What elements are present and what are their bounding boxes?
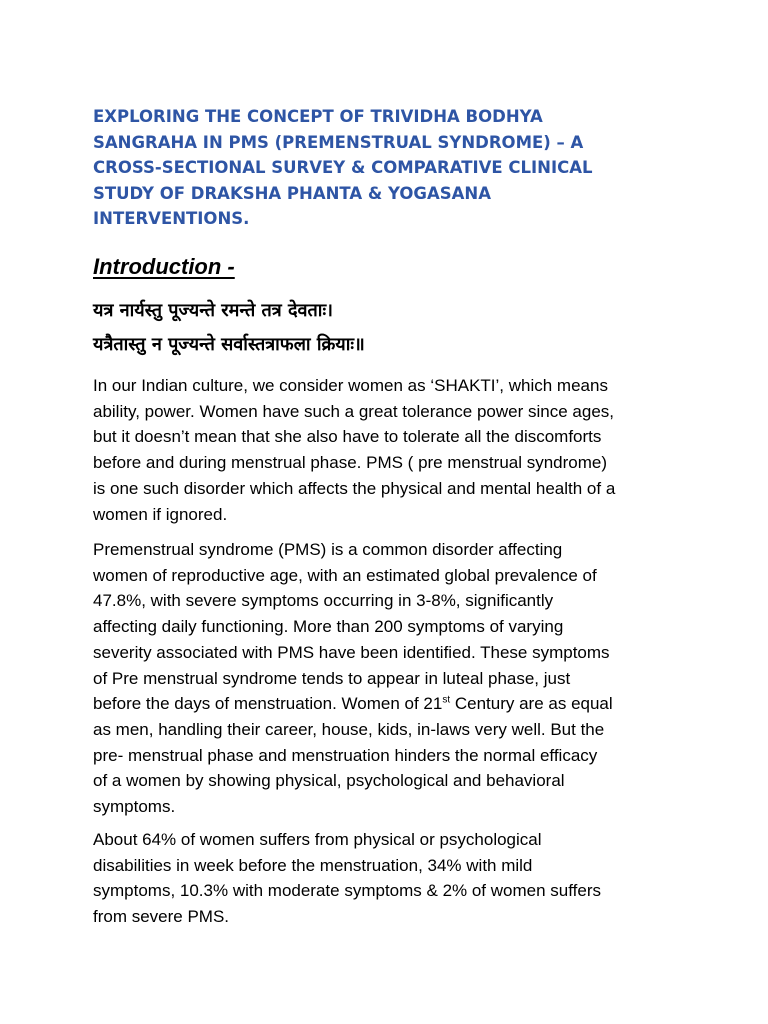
paragraph-prevalence [93,827,693,930]
paragraph-line: as men, handling their career, house, kids, in-laws very well. But the [93,719,605,739]
paragraph-line: of a women by showing physical, psychological and behavioral [93,771,565,791]
title-line: STUDY OF DRAKSHA PHANTA & YOGASANA [93,183,491,203]
line-text: before the days of menstruation. Women of 21 [93,694,443,714]
paragraph-line: disabilities in week before the menstruation, 34% with mild [93,855,533,875]
paragraph-line: ability, power. Women have such a great tolerance power since ages, [93,401,614,421]
introduction-heading: Introduction - [93,254,235,279]
paragraph-line: pre- menstrual phase and menstruation hinders the normal efficacy [93,745,598,765]
paragraph-indian-culture [93,373,693,527]
paragraph-line: women if ignored. [93,504,228,524]
ordinal-superscript: st [442,694,451,706]
paragraph-line: from severe PMS. [93,907,230,927]
paragraph-line [93,691,693,717]
title-line: EXPLORING THE CONCEPT OF TRIVIDHA BODHYA [93,107,543,126]
paragraph-line: affecting daily functioning. More than 200 symptoms of varying [93,617,564,637]
paragraph-line: symptoms. [93,797,176,817]
paragraph-line: of Pre menstrual syndrome tends to appear in luteal phase, just [93,668,571,688]
paragraph-line: symptoms, 10.3% with moderate symptoms & 2% of women suffers [93,881,601,901]
paragraph-line: but it doesn’t mean that she also have to tolerate all the discomforts [93,427,602,447]
paragraph-line: About 64% of women suffers from physical or psychological [93,830,542,849]
document-title [93,104,693,232]
paragraph-line: women of reproductive age, with an estimated global prevalence of [93,565,597,585]
shloka-line: यत्रैतास्तु न पूज्यन्ते सर्वास्तत्राफला क्रियाः॥ [93,334,365,355]
paragraph-line: Premenstrual syndrome (PMS) is a common disorder affecting [93,540,563,559]
paragraph-line: is one such disorder which affects the physical and mental health of a [93,478,616,498]
paragraph-line: 47.8%, with severe symptoms occurring in 3-8%, significantly [93,591,554,611]
paragraph-line: severity associated with PMS have been identified. These symptoms [93,642,610,662]
shloka-line: यत्र नार्यस्तु पूज्यन्ते रमन्ते तत्र देवताः। [93,300,333,321]
title-line: SANGRAHA IN PMS (PREMENSTRUAL SYNDROME) – A [93,132,584,152]
sanskrit-shloka [93,294,365,362]
title-line: INTERVENTIONS. [93,209,250,228]
paragraph-line: before and during menstrual phase. PMS ( pre menstrual syndrome) [93,453,608,473]
paragraph-line: In our Indian culture, we consider women as ‘SHAKTI’, which means [93,376,608,395]
line-text: Century are as equal [450,694,613,714]
title-line: CROSS-SECTIONAL SURVEY & COMPARATIVE CLINICAL [93,158,593,177]
paragraph-pms-definition [93,537,693,820]
